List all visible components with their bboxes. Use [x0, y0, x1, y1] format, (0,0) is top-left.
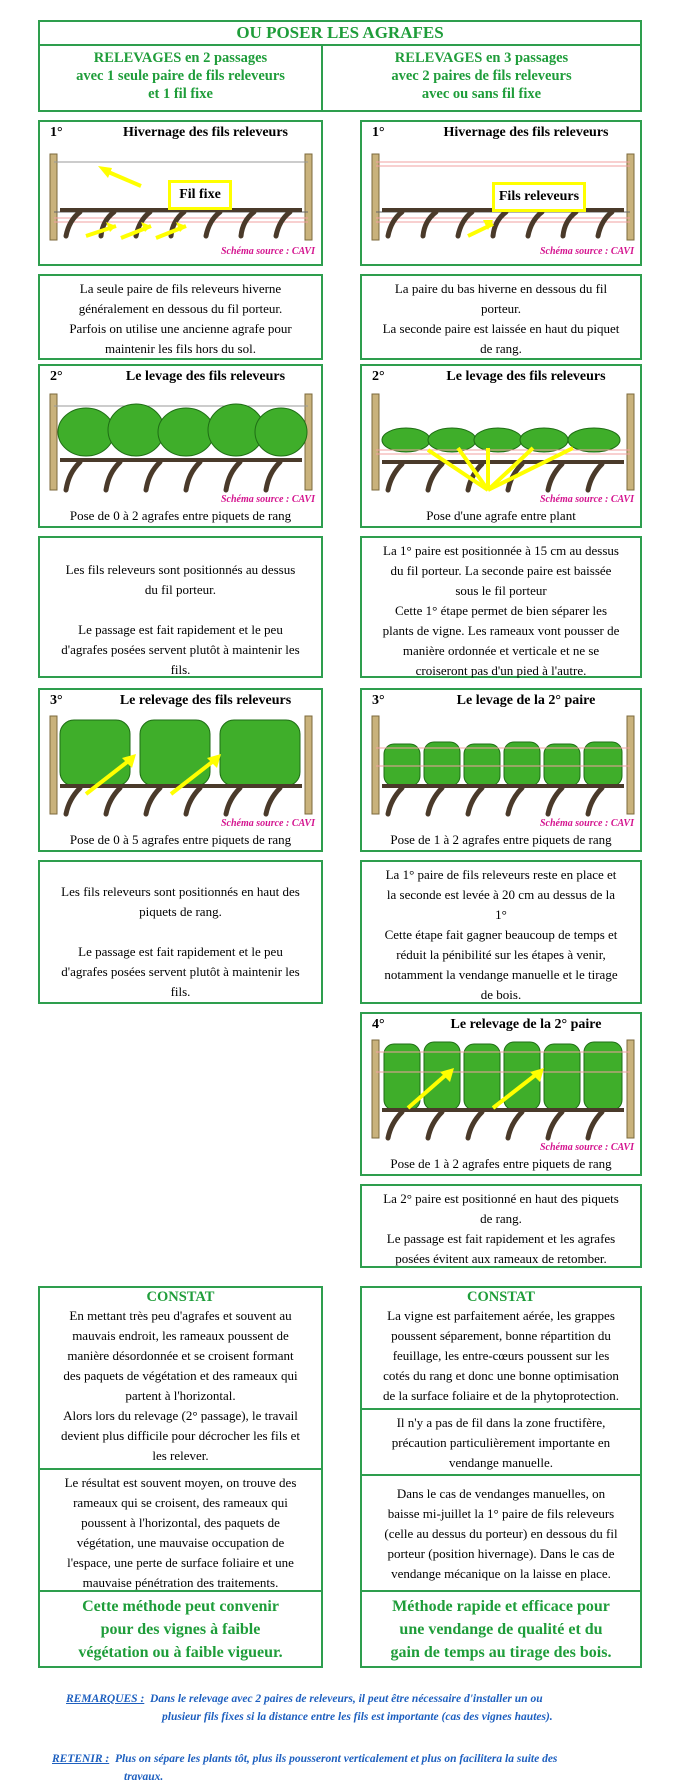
right-step3-title: Le levage de la 2° paire	[456, 693, 596, 708]
text-line: Les fils releveurs sont positionnés au dessus	[65, 562, 296, 577]
left-subtitle-1: RELEVAGES en 2 passages	[93, 50, 268, 66]
text-line: Le passage est fait rapidement et le peu	[78, 944, 283, 959]
text-line: La seconde paire est laissée en haut du piquet	[382, 321, 620, 336]
text-line: rameaux qui se croisent, des rameaux qui	[73, 1495, 288, 1510]
header-right-box	[321, 44, 642, 112]
text-line: Dans le cas de vendanges manuelles, on	[396, 1486, 606, 1501]
text-line: manière ordonnée et verticale et ne se	[402, 643, 600, 658]
text-line: vendange manuelle.	[449, 1455, 553, 1470]
text-line: généralement en dessous du fil porteur.	[78, 301, 283, 316]
right-conclusion-3: gain de temps au tirage des bois.	[390, 1644, 612, 1661]
right-step4-number: 4°	[372, 1017, 385, 1032]
right-subtitle-1: RELEVAGES en 3 passages	[394, 50, 569, 66]
text-line: du fil porteur.	[144, 582, 217, 597]
right-step2-panel	[360, 364, 642, 528]
remarks-text-2: plusieur fils fixes si la distance entre les fils est importante (cas des vignes hautes).	[162, 1711, 553, 1723]
text-line: d'agrafes posées servent plutôt à maintenir les	[61, 964, 300, 979]
text-line: feuillage, les entre-cœurs poussent sur les	[392, 1348, 610, 1363]
left-conclusion-2: pour des vignes à faible	[100, 1621, 261, 1638]
text-line: 1°	[495, 907, 507, 922]
right-text4-box	[360, 1184, 642, 1268]
left-step3-panel	[38, 688, 323, 852]
right-text1-box	[360, 274, 642, 360]
left-step1-callout: Fil fixe	[168, 180, 232, 210]
retenir-text-2: travaux.	[124, 1771, 164, 1783]
right-step2-title: Le levage des fils releveurs	[446, 369, 606, 384]
right-step3-number: 3°	[372, 693, 385, 708]
left-step2-caption: Pose de 0 à 2 agrafes entre piquets de rang	[69, 508, 292, 523]
left-conclusion-box	[38, 1590, 323, 1668]
retenir-label: RETENIR :	[52, 1753, 110, 1765]
left-step2-source: Schéma source : CAVI	[221, 494, 315, 505]
text-line: La 1° paire de fils releveurs reste en place et	[385, 867, 617, 882]
text-line: Le résultat est souvent moyen, on trouve des	[64, 1475, 297, 1490]
text-line: des paquets de végétation et des rameaux qui	[63, 1368, 298, 1383]
text-line: croiseront pas d'un pied à l'autre.	[415, 663, 587, 678]
text-line: manière désordonnée et se croisent formant	[67, 1348, 294, 1363]
left-step2-title: Le levage des fils releveurs	[125, 369, 286, 384]
remarks-block-2	[162, 1708, 642, 1726]
left-step1-source: Schéma source : CAVI	[221, 246, 315, 257]
right-step1-number: 1°	[372, 125, 385, 140]
left-subtitle-3: et 1 fil fixe	[148, 86, 213, 102]
text-line: les relever.	[152, 1448, 209, 1463]
right-step1-source: Schéma source : CAVI	[540, 246, 634, 257]
left-constat-result-box	[38, 1468, 323, 1592]
right-constat-harvest-box	[360, 1474, 642, 1592]
left-step2-panel	[38, 364, 323, 528]
text-line: partent à l'horizontal.	[125, 1388, 236, 1403]
left-conclusion-1: Cette méthode peut convenir	[82, 1598, 279, 1615]
text-line: posées évitent aux rameaux de retomber.	[395, 1251, 607, 1266]
left-step1-panel	[38, 120, 323, 266]
text-line: Parfois on utilise une ancienne agrafe pour	[69, 321, 292, 336]
text-line: La seule paire de fils releveurs hiverne	[79, 281, 282, 296]
text-line: La paire du bas hiverne en dessous du fil	[394, 281, 608, 296]
right-step2-caption: Pose d'une agrafe entre plant	[426, 508, 576, 523]
left-step3-title: Le relevage des fils releveurs	[119, 693, 292, 708]
text-line: (celle au dessus du porteur) en dessous du fil	[384, 1526, 618, 1541]
right-step1-title: Hivernage des fils releveurs	[443, 125, 609, 140]
text-line: La 2° paire est positionné en haut des piquets	[383, 1191, 619, 1206]
left-constat-title: CONSTAT	[146, 1289, 215, 1305]
text-line: baisse mi-juillet la 1° paire de fils releveurs	[387, 1506, 615, 1521]
spacer	[46, 922, 315, 942]
right-conclusion-2: une vendange de qualité et du	[399, 1621, 603, 1638]
right-subtitle-2: avec 2 paires de fils releveurs	[391, 68, 572, 84]
right-step2-source: Schéma source : CAVI	[540, 494, 634, 505]
left-step1-title: Hivernage des fils releveurs	[123, 125, 288, 140]
left-step3-caption: Pose de 0 à 5 agrafes entre piquets de rang	[69, 832, 292, 847]
right-subtitle-3: avec ou sans fil fixe	[421, 86, 542, 102]
retenir-block-2	[124, 1768, 604, 1786]
text-line: porteur (position hivernage). Dans le cas de	[387, 1546, 615, 1561]
text-line: porteur.	[480, 301, 522, 316]
left-text3-box	[38, 860, 323, 1004]
left-subtitle-2: avec 1 seule paire de fils releveurs	[76, 68, 285, 84]
text-line: fils.	[170, 984, 191, 999]
text-line: vendange mécanique on la laisse en place.	[391, 1566, 611, 1581]
right-conclusion-1: Méthode rapide et efficace pour	[392, 1598, 610, 1615]
text-line: de la surface foliaire et de la phytoprotection.	[382, 1388, 620, 1403]
text-line: Le passage est fait rapidement et le peu	[78, 622, 283, 637]
right-text3-box	[360, 860, 642, 1004]
right-constat-zone-box	[360, 1408, 642, 1476]
right-step3-caption: Pose de 1 à 2 agrafes entre piquets de rang	[390, 832, 612, 847]
text-line: Alors lors du relevage (2° passage), le travail	[63, 1408, 298, 1423]
right-step1-panel	[360, 120, 642, 266]
left-text1-box	[38, 274, 323, 360]
remarks-label: REMARQUES :	[66, 1693, 145, 1705]
header-title-box	[38, 20, 642, 46]
text-line: de rang.	[480, 1211, 522, 1226]
left-conclusion-3: végétation ou à faible vigueur.	[78, 1644, 283, 1661]
remarks-block	[66, 1690, 626, 1708]
right-text2-box	[360, 536, 642, 678]
text-line: notamment la vendange manuelle et le tirage	[384, 967, 618, 982]
right-step2-number: 2°	[372, 369, 385, 384]
right-step3-vine-illustration	[368, 714, 638, 818]
text-line: du fil porteur. La seconde paire est baissée	[390, 563, 612, 578]
retenir-text-1: Plus on sépare les plants tôt, plus ils pousseront verticalement et plus on facilitera la suite des	[114, 1753, 558, 1765]
header-left-box	[38, 44, 323, 112]
text-line: sous le fil porteur	[455, 583, 547, 598]
text-line: précaution particulièrement importante en	[391, 1435, 611, 1450]
left-step3-source: Schéma source : CAVI	[221, 818, 315, 829]
text-line: l'espace, une perte de surface foliaire et une	[67, 1555, 294, 1570]
left-step3-vine-illustration	[46, 714, 316, 818]
text-line: La vigne est parfaitement aérée, les grappes	[387, 1308, 615, 1323]
text-line: La 1° paire est positionnée à 15 cm au dessus	[383, 543, 619, 558]
right-step4-source: Schéma source : CAVI	[540, 1142, 634, 1153]
text-line: poussent à l'horizontal, des paquets de	[81, 1515, 280, 1530]
text-line: Cette 1° étape permet de bien séparer les	[394, 603, 608, 618]
text-line: mauvaise pénétration des traitements.	[82, 1575, 279, 1590]
right-step4-title: Le relevage de la 2° paire	[450, 1017, 602, 1032]
text-line: piquets de rang.	[139, 904, 222, 919]
right-constat-box	[360, 1286, 642, 1410]
text-line: réduit la pénibilité sur les étapes à venir,	[396, 947, 606, 962]
text-line: de bois.	[480, 987, 522, 1002]
retenir-block	[52, 1750, 648, 1768]
text-line: Le passage est fait rapidement et les agrafes	[386, 1231, 616, 1246]
left-step3-number: 3°	[50, 693, 63, 708]
text-line: poussent séparement, bonne répartition du	[391, 1328, 611, 1343]
text-line: fils.	[170, 662, 191, 677]
text-line: végétation, une mauvaise occupation de	[76, 1535, 285, 1550]
text-line: mauvais endroit, les rameaux poussent de	[72, 1328, 289, 1343]
page-title: OU POSER LES AGRAFES	[236, 23, 444, 42]
right-step4-caption: Pose de 1 à 2 agrafes entre piquets de rang	[390, 1156, 612, 1171]
text-line: Il n'y a pas de fil dans la zone fructifère,	[396, 1415, 606, 1430]
text-line: maintenir les fils hors du sol.	[105, 341, 256, 356]
text-line: de rang.	[480, 341, 522, 356]
right-step4-vine-illustration	[368, 1038, 638, 1142]
text-line: devient plus difficile pour décrocher les fils et	[60, 1428, 301, 1443]
left-constat-box	[38, 1286, 323, 1470]
right-conclusion-box	[360, 1590, 642, 1668]
text-line: Les fils releveurs sont positionnés en haut des	[61, 884, 300, 899]
right-step3-source: Schéma source : CAVI	[540, 818, 634, 829]
text-line: plants de vigne. Les rameaux vont pousser de	[382, 623, 620, 638]
text-line: d'agrafes posées servent plutôt à maintenir les	[61, 642, 300, 657]
text-line: cotés du rang et donc une bonne optimisation	[383, 1368, 619, 1383]
spacer	[46, 600, 315, 620]
remarks-text-1: Dans le relevage avec 2 paires de releveurs, il peut être nécessaire d'installer un ou	[150, 1693, 543, 1705]
left-step2-vine-illustration	[46, 390, 316, 494]
left-text2-box	[38, 536, 323, 678]
right-step3-panel	[360, 688, 642, 852]
right-step2-vine-illustration	[368, 390, 638, 494]
right-step1-callout: Fils releveurs	[492, 182, 586, 212]
text-line: la seconde est levée à 20 cm au dessus de la	[386, 887, 616, 902]
right-constat-title: CONSTAT	[467, 1289, 535, 1305]
left-step2-number: 2°	[50, 369, 63, 384]
left-step1-number: 1°	[50, 125, 63, 140]
text-line: Cette étape fait gagner beaucoup de temps et	[384, 927, 618, 942]
text-line: En mettant très peu d'agrafes et souvent au	[69, 1308, 292, 1323]
right-step4-panel	[360, 1012, 642, 1176]
